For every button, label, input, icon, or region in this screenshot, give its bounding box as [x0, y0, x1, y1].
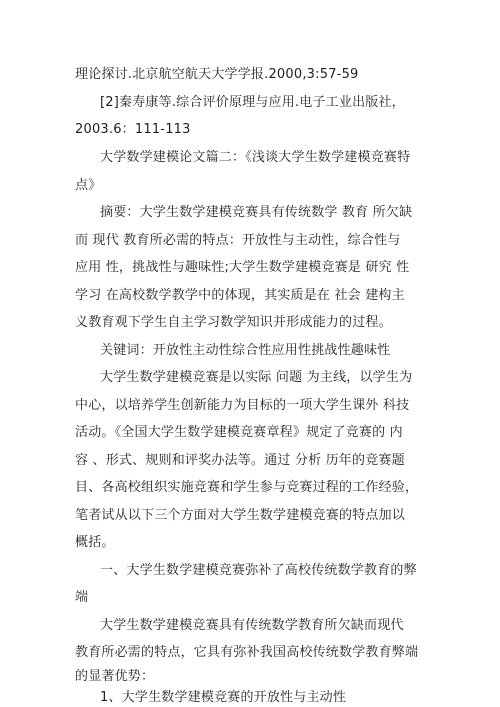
reference-2-continuation: 2003.6：111-113 — [75, 122, 191, 137]
section-heading-1: 一、大学生数学建模竞赛弥补了高校传统数学教育的弊 — [100, 563, 417, 578]
paragraph-1-line-3: 活动。《全国大学生数学建模竞赛章程》规定了竞赛的 内 — [75, 425, 403, 440]
article-title-continuation: 点》 — [75, 178, 102, 193]
paragraph-2-line-3: 的显著优势： — [75, 669, 155, 684]
paragraph-1-line-7: 概括。 — [75, 535, 115, 550]
paragraph-1-line-5: 目、各高校组织实施竞赛和学生参与竞赛过程的工作经验， — [75, 480, 419, 495]
paragraph-2-line-2: 教育所必需的特点，它具有弥补我国高校传统数学教育弊端 — [75, 645, 419, 660]
abstract-line-3: 应用 性，挑战性与趣味性;大学生数学建模竞赛是 研究 性 — [75, 260, 410, 275]
article-title: 大学数学建模论文篇二：《浅谈大学生数学建模竞赛特 — [100, 150, 411, 165]
abstract-line-1: 摘要：大学生数学建模竞赛具有传统数学 教育 所欠缺 — [100, 205, 413, 220]
paragraph-1-line-4: 容 、形式、规则和评奖办法等。通过 分析 历年的竞赛题 — [75, 453, 405, 468]
paragraph-1-line-1: 大学生数学建模竞赛是以实际 问题 为主线，以学生为 — [100, 370, 413, 385]
paragraph-1-line-2: 中心，以培养学生创新能力为目标的一项大学生课外 科技 — [75, 398, 410, 413]
section-heading-1-continuation: 端 — [75, 590, 89, 605]
reference-2: [2]秦寿康等.综合评价原理与应用.电子工业出版社， — [100, 95, 405, 110]
subsection-heading-1: 1、大学生数学建模竞赛的开放性与主动性 — [100, 690, 347, 705]
abstract-line-4: 学习 在高校数学教学中的体现，其实质是在 社会 建构主 — [75, 288, 405, 303]
paragraph-2-line-1: 大学生数学建模竞赛具有传统数学教育所欠缺而现代 — [100, 618, 404, 633]
reference-1-continuation: 理论探讨.北京航空航天大学学报.2000,3:57-59 — [75, 67, 359, 82]
keywords-line: 关键词：开放性主动性综合性应用性挑战性趣味性 — [100, 343, 391, 358]
abstract-line-2: 而 现代 教育所必需的特点：开放性与主动性，综合性与 — [75, 233, 401, 248]
abstract-line-5: 义教育观下学生自主学习数学知识并形成能力的过程。 — [75, 315, 392, 330]
paragraph-1-line-6: 笔者试从以下三个方面对大学生数学建模竞赛的特点加以 — [75, 508, 406, 523]
